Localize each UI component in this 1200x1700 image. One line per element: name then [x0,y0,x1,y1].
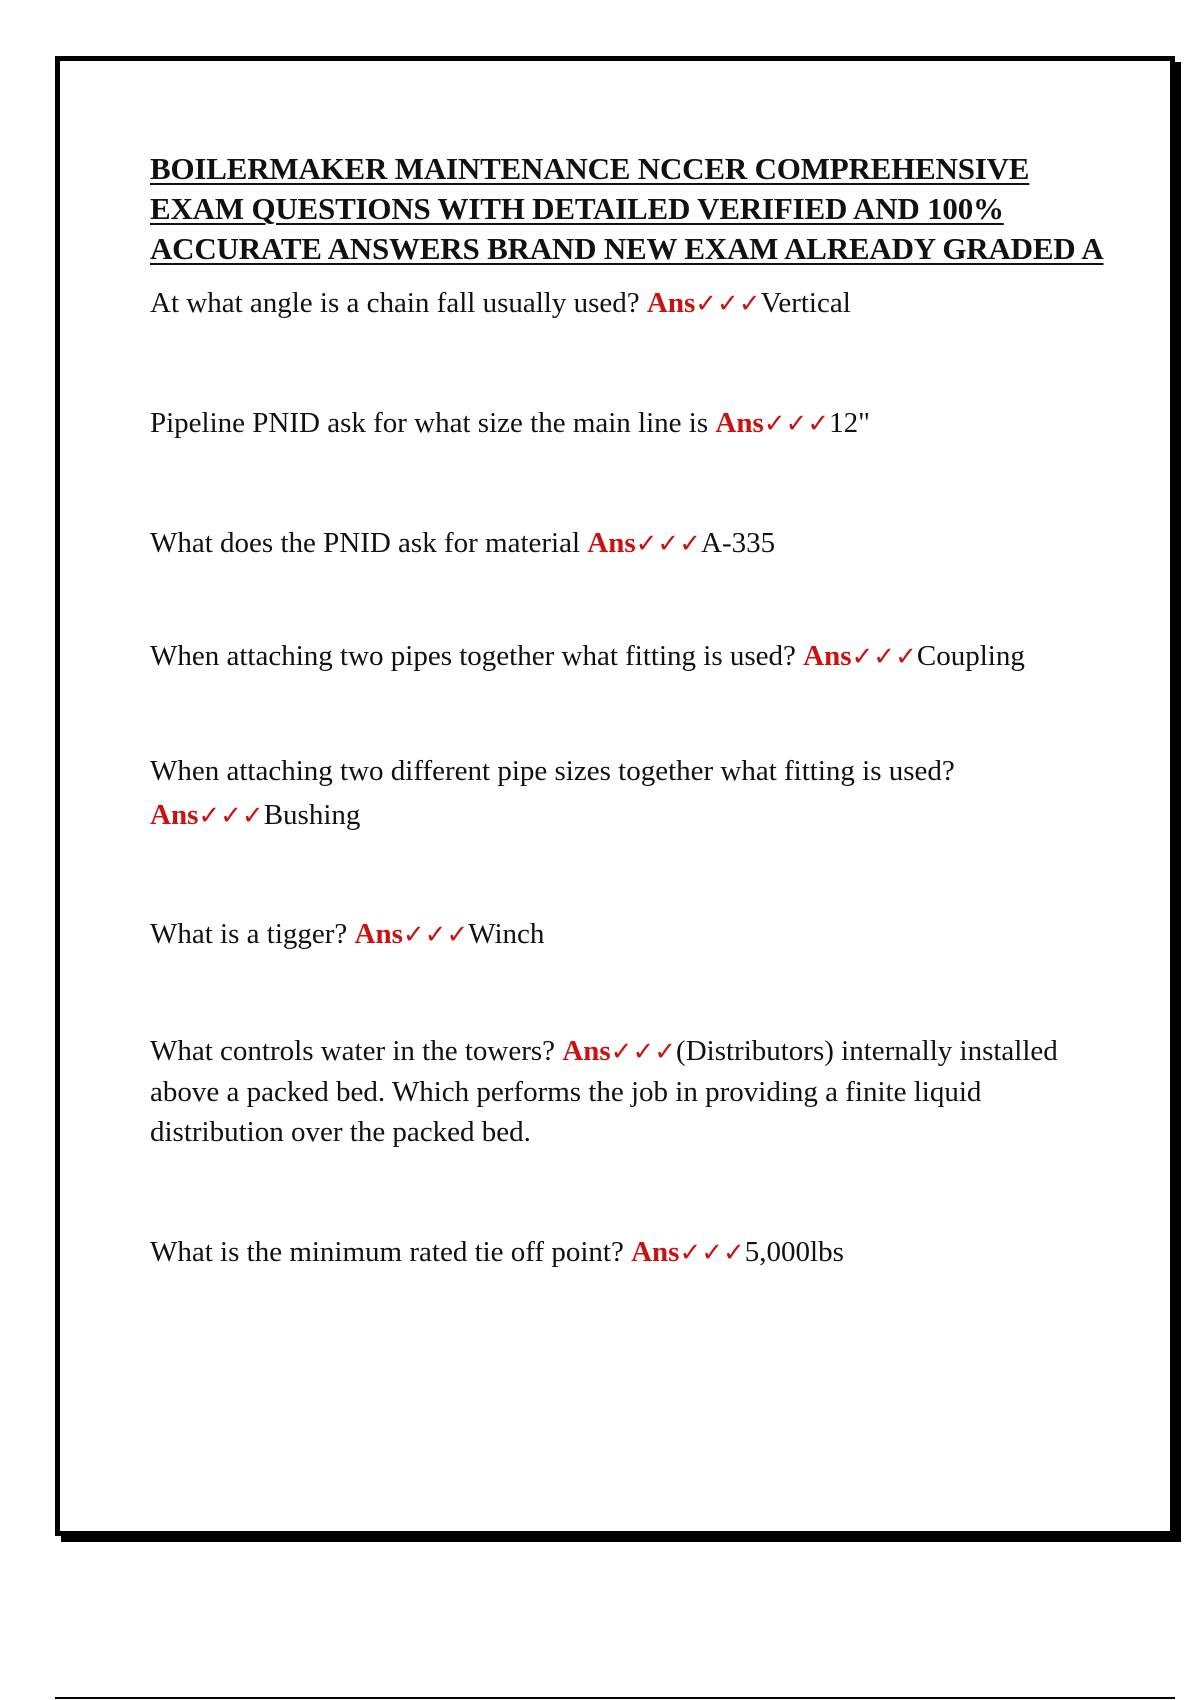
checkmark-icon: ✓✓✓ [610,1037,677,1067]
question-text: When attaching two pipes together what fitting is used? [150,640,804,672]
answer-text: Vertical [760,287,851,319]
question-text: When attaching two different pipe sizes together what fitting is used? [150,755,955,787]
question-text: At what angle is a chain fall usually used? [150,287,647,319]
checkmark-icon: ✓✓✓ [402,920,469,950]
answer-text: (Distributors) internally installed above a packed bed. Which performs the job in providing a finite liquid distribution over the packed bed. [150,1035,1058,1148]
question-text: What is the minimum rated tie off point? [150,1236,632,1268]
answer-text: Coupling [916,640,1025,672]
question-text: What controls water in the towers? [150,1035,563,1067]
answer-text: 5,000lbs [744,1236,844,1268]
answer-prefix: Ans [631,1236,680,1268]
checkmark-icon: ✓✓✓ [851,642,917,672]
document-content [150,149,1110,1275]
question-text: What does the PNID ask for material [150,527,588,559]
qa-item [150,912,1110,957]
footer-divider [55,1697,1175,1699]
answer-prefix: Ans [150,799,199,831]
answer-prefix: Ans [715,407,764,439]
answer-prefix: Ans [354,918,403,950]
qa-item [150,749,1110,838]
checkmark-icon: ✓✓✓ [679,1238,745,1268]
checkmark-icon: ✓✓✓ [635,529,701,559]
qa-item [150,1230,1110,1275]
qa-item [150,634,1110,679]
page-frame [55,56,1175,1536]
answer-text: Winch [468,918,545,950]
answer-prefix: Ans [646,287,696,319]
answer-prefix: Ans [803,640,852,672]
question-text: Pipeline PNID ask for what size the main line is [150,407,716,439]
qa-item [150,281,1110,326]
answer-prefix: Ans [562,1035,611,1067]
answer-text: 12" [829,407,870,439]
question-text: What is a tigger? [150,918,355,950]
qa-item [150,1031,1110,1152]
answer-text: A-335 [701,527,776,559]
document-title: BOILERMAKER MAINTENANCE NCCER COMPREHENSIVE EXAM QUESTIONS WITH DETAILED VERIFIED AND 100% ACCURATE ANSWERS BRAND NEW EXAM ALREADY GRADED A [150,151,1104,266]
answer-prefix: Ans [587,527,636,559]
qa-item [150,521,1110,566]
answer-text: Bushing [263,799,361,831]
checkmark-icon: ✓✓✓ [763,409,830,439]
checkmark-icon: ✓✓✓ [198,801,264,831]
qa-item [150,401,1110,446]
checkmark-icon: ✓✓✓ [695,289,761,319]
